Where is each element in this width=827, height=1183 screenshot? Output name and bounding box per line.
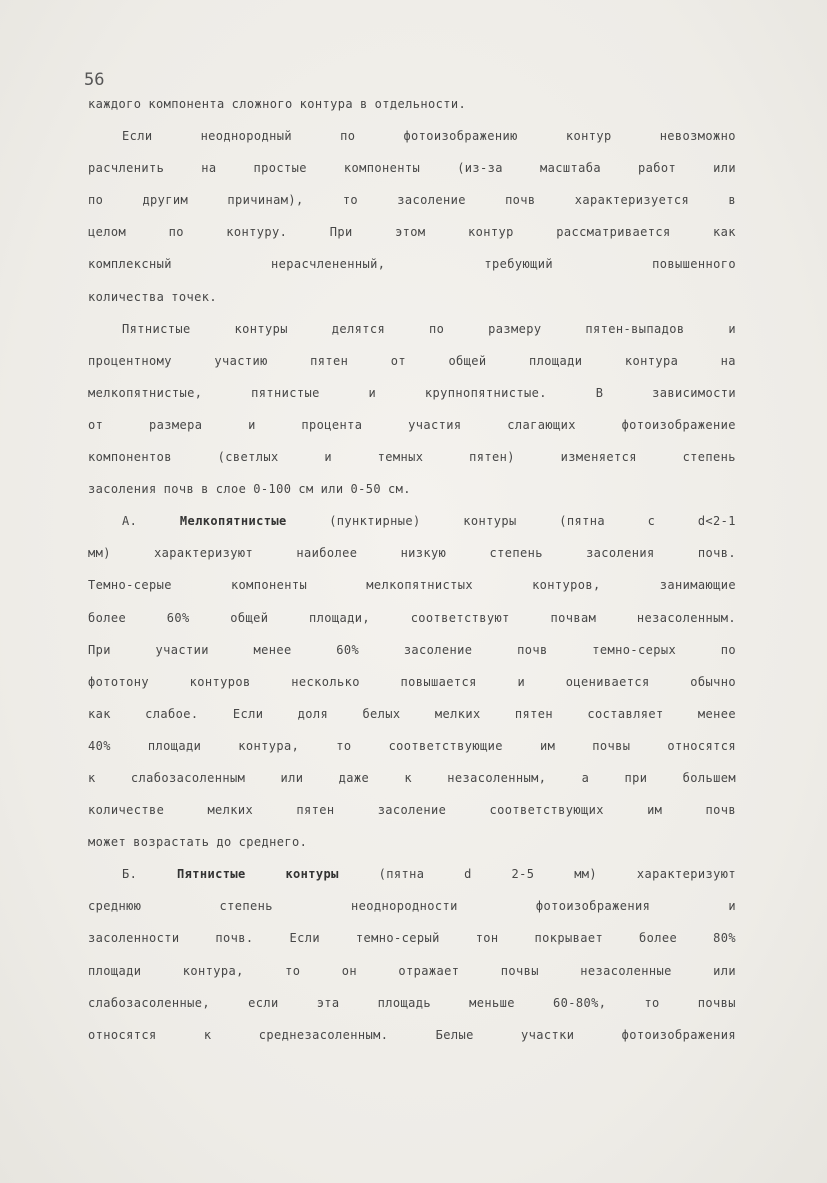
word: по bbox=[340, 129, 356, 144]
word: изменяется bbox=[560, 450, 637, 465]
word: тон bbox=[475, 931, 499, 946]
word: контур bbox=[468, 225, 514, 240]
text-body bbox=[88, 88, 736, 1051]
word: почв bbox=[505, 193, 536, 208]
word: и bbox=[368, 385, 377, 400]
text-line bbox=[88, 409, 736, 441]
word: компонента bbox=[148, 97, 225, 111]
word: почв. bbox=[697, 546, 736, 561]
word: слабозасоленные, bbox=[88, 995, 210, 1010]
word: то bbox=[644, 995, 660, 1010]
word: каждого bbox=[88, 97, 142, 111]
word: 60-80%, bbox=[552, 995, 607, 1010]
word: пятнистые bbox=[251, 385, 320, 400]
word: Если bbox=[122, 129, 153, 144]
word: характеризуют bbox=[154, 546, 254, 561]
word: (пятна bbox=[378, 867, 425, 882]
word: степень bbox=[489, 546, 543, 561]
word: 0-100 bbox=[253, 482, 292, 497]
word: Б. bbox=[122, 867, 138, 882]
word: белых bbox=[362, 706, 401, 721]
word: доля bbox=[297, 706, 329, 721]
text-line bbox=[88, 281, 736, 313]
word: почвы bbox=[697, 995, 736, 1010]
text-line bbox=[88, 634, 736, 666]
word: другим bbox=[142, 193, 189, 208]
word: соответствуют bbox=[410, 610, 510, 625]
text-line bbox=[88, 152, 736, 184]
word: Темно-серые bbox=[88, 578, 172, 593]
word: в bbox=[201, 482, 209, 497]
word: среднезасоленным. bbox=[258, 1027, 389, 1042]
word: обычно bbox=[690, 674, 736, 689]
word: компоненты bbox=[230, 578, 308, 593]
word: процентному bbox=[88, 353, 172, 368]
word: в bbox=[728, 193, 736, 208]
word: этом bbox=[395, 225, 426, 240]
text-line bbox=[88, 184, 736, 216]
word: незасоленные bbox=[580, 963, 672, 978]
text-line bbox=[88, 922, 736, 954]
word: повышается bbox=[400, 674, 477, 689]
word: низкую bbox=[400, 546, 447, 561]
word: контура bbox=[299, 97, 353, 111]
word: покрывает bbox=[534, 931, 604, 946]
word: фотоизображения bbox=[621, 1027, 736, 1042]
word: 0-50 bbox=[350, 482, 381, 497]
word: мм) bbox=[88, 546, 111, 561]
word: почвы bbox=[500, 963, 539, 978]
word: или bbox=[713, 161, 736, 176]
word: или bbox=[280, 770, 304, 785]
word: 60% bbox=[336, 642, 360, 657]
word: (из-за bbox=[457, 161, 503, 176]
word: фотоизображение bbox=[621, 417, 736, 432]
word: количестве bbox=[88, 803, 165, 818]
word: пятен) bbox=[469, 450, 515, 465]
word: слабое. bbox=[145, 706, 199, 721]
text-line bbox=[88, 505, 736, 537]
text-line bbox=[88, 441, 736, 473]
word: засоление bbox=[377, 803, 447, 818]
text-line bbox=[88, 377, 736, 409]
word: Пятнистые bbox=[122, 321, 191, 336]
word: Белые bbox=[435, 1027, 474, 1042]
word: и bbox=[728, 321, 736, 336]
word: на bbox=[201, 161, 217, 176]
word: может bbox=[88, 835, 127, 850]
word: пятен bbox=[296, 803, 335, 818]
word: как bbox=[713, 225, 736, 240]
word: характеризуется bbox=[574, 193, 690, 208]
word: пятен bbox=[310, 353, 349, 368]
word: по bbox=[720, 642, 736, 657]
word: контуру. bbox=[226, 225, 288, 240]
word: слагающих bbox=[507, 417, 576, 432]
word: (пунктирные) bbox=[329, 514, 421, 529]
text-line bbox=[88, 987, 736, 1019]
word: см bbox=[298, 482, 314, 497]
text-line bbox=[88, 955, 736, 987]
word: на bbox=[720, 353, 736, 368]
word: мелких bbox=[434, 706, 481, 721]
word: почв. bbox=[215, 931, 254, 946]
word: размеру bbox=[488, 321, 542, 336]
word: размера bbox=[148, 417, 203, 432]
word: соответствующие bbox=[388, 738, 503, 753]
word: расчленить bbox=[88, 161, 165, 176]
word: причинам), bbox=[227, 193, 304, 208]
word: мм) bbox=[574, 867, 598, 882]
word: пятен bbox=[514, 706, 554, 721]
word: площади bbox=[147, 738, 202, 753]
word: эта bbox=[316, 995, 340, 1010]
word: почвы bbox=[592, 738, 631, 753]
text-line bbox=[88, 120, 736, 152]
word: почвам bbox=[550, 610, 597, 625]
word: незасоленным, bbox=[447, 770, 547, 785]
text-line bbox=[88, 826, 736, 858]
word: а bbox=[581, 770, 590, 785]
word: контура, bbox=[238, 738, 300, 753]
word: он bbox=[341, 963, 357, 978]
word: площади bbox=[88, 963, 142, 978]
word: наиболее bbox=[296, 546, 358, 561]
word: менее bbox=[253, 642, 292, 657]
word: степень bbox=[682, 450, 736, 465]
word: то bbox=[336, 738, 352, 753]
word: контура, bbox=[182, 963, 244, 978]
word: занимающие bbox=[659, 578, 736, 593]
word: до bbox=[216, 835, 232, 850]
word: незасоленным. bbox=[636, 610, 736, 625]
text-line bbox=[88, 794, 736, 826]
word: в bbox=[360, 97, 368, 111]
word: Мелкопятнистые bbox=[179, 514, 287, 529]
text-line bbox=[88, 537, 736, 569]
word: и bbox=[324, 450, 332, 465]
word: требующий bbox=[484, 257, 554, 272]
word: если bbox=[248, 995, 279, 1010]
word: от bbox=[390, 353, 406, 368]
word: 60% bbox=[166, 610, 190, 625]
word: При bbox=[88, 642, 111, 657]
word: При bbox=[329, 225, 353, 240]
word: сложного bbox=[231, 97, 293, 111]
word: общей bbox=[448, 353, 487, 368]
word: к bbox=[203, 1027, 212, 1042]
word: см. bbox=[388, 482, 411, 497]
word: процента bbox=[301, 417, 363, 432]
word: площадь bbox=[377, 995, 432, 1010]
word: мелких bbox=[207, 803, 254, 818]
word: участию bbox=[214, 353, 268, 368]
word: крупнопятнистые. bbox=[424, 385, 547, 400]
text-line bbox=[88, 313, 736, 345]
word: количества bbox=[88, 289, 165, 304]
word: им bbox=[647, 803, 663, 818]
word: контур bbox=[565, 129, 612, 144]
word: зависимости bbox=[652, 385, 736, 400]
word: меньше bbox=[469, 995, 515, 1010]
word: засоления bbox=[88, 482, 157, 497]
word: площади bbox=[529, 353, 583, 368]
word: почв bbox=[517, 642, 548, 657]
word: отражает bbox=[398, 963, 460, 978]
word: делятся bbox=[331, 321, 386, 336]
word: соответствующих bbox=[489, 803, 604, 818]
word: и bbox=[517, 674, 526, 689]
word: составляет bbox=[587, 706, 664, 721]
word: d bbox=[464, 867, 472, 882]
word: масштаба bbox=[539, 161, 601, 176]
text-line bbox=[88, 473, 736, 505]
word: фототону bbox=[88, 674, 149, 689]
word: слое bbox=[215, 482, 247, 497]
word: невозможно bbox=[659, 129, 736, 144]
word: при bbox=[624, 770, 648, 785]
word: компонентов bbox=[88, 450, 172, 465]
word: по bbox=[88, 193, 104, 208]
word: Если bbox=[289, 931, 320, 946]
word: по bbox=[429, 321, 445, 336]
word: контуры bbox=[285, 867, 339, 882]
word: или bbox=[320, 482, 344, 497]
word: несколько bbox=[291, 674, 360, 689]
text-line bbox=[88, 730, 736, 762]
word: как bbox=[88, 706, 111, 721]
word: почв bbox=[705, 803, 736, 818]
word: то bbox=[342, 193, 359, 208]
word: слабозасоленным bbox=[130, 770, 246, 785]
word: среднего. bbox=[238, 835, 308, 850]
text-line bbox=[88, 345, 736, 377]
word: темно-серых bbox=[592, 642, 677, 657]
word: контуров, bbox=[532, 578, 601, 593]
word: степень bbox=[219, 899, 273, 914]
word: по bbox=[168, 225, 184, 240]
word: пятен-выпадов bbox=[585, 321, 685, 336]
word: оценивается bbox=[565, 674, 650, 689]
word: то bbox=[285, 963, 301, 978]
word: мелкопятнистых bbox=[366, 578, 473, 593]
word: Если bbox=[232, 706, 264, 721]
word: менее bbox=[697, 706, 736, 721]
word: более bbox=[88, 610, 127, 625]
word: комплексный bbox=[88, 257, 172, 272]
word: более bbox=[639, 931, 678, 946]
word: с bbox=[647, 514, 656, 529]
page-number: 56 bbox=[84, 70, 105, 90]
word: или bbox=[713, 963, 736, 978]
word: В bbox=[595, 385, 604, 400]
word: большем bbox=[682, 770, 736, 785]
word: контуры bbox=[234, 321, 288, 336]
word: мелкопятнистые, bbox=[88, 385, 203, 400]
word: рассматривается bbox=[556, 225, 671, 240]
word: отдельности. bbox=[374, 97, 467, 111]
word: Пятнистые bbox=[177, 867, 246, 882]
word: 40% bbox=[88, 738, 111, 753]
word: контуров bbox=[189, 674, 251, 689]
text-line bbox=[88, 88, 736, 120]
word: площади, bbox=[309, 610, 371, 625]
word: засоления bbox=[586, 546, 655, 561]
word: участии bbox=[155, 642, 209, 657]
word: засоленности bbox=[88, 931, 180, 946]
text-line bbox=[88, 666, 736, 698]
word: засоление bbox=[403, 642, 473, 657]
word: участия bbox=[408, 417, 462, 432]
word: и bbox=[248, 417, 256, 432]
word: к bbox=[88, 770, 96, 785]
word: простые bbox=[253, 161, 307, 176]
word: темных bbox=[377, 450, 424, 465]
word: нерасчлененный, bbox=[270, 257, 386, 272]
word: контуры bbox=[463, 514, 517, 529]
word: засоление bbox=[397, 193, 466, 208]
text-line bbox=[88, 1019, 736, 1051]
word: от bbox=[88, 417, 104, 432]
word: даже bbox=[338, 770, 370, 785]
word: среднюю bbox=[88, 899, 142, 914]
word: к bbox=[404, 770, 412, 785]
word: неоднородности bbox=[351, 899, 458, 914]
word: участки bbox=[521, 1027, 575, 1042]
text-line bbox=[88, 698, 736, 730]
word: точек. bbox=[171, 289, 217, 304]
word: повышенного bbox=[652, 257, 736, 272]
word: и bbox=[728, 899, 736, 914]
word: почв bbox=[163, 482, 195, 497]
word: работ bbox=[637, 161, 677, 176]
word: относятся bbox=[667, 738, 736, 753]
word: неоднородный bbox=[200, 129, 293, 144]
word: характеризуют bbox=[636, 867, 736, 882]
word: фотоизображения bbox=[535, 899, 651, 914]
word: 80% bbox=[713, 931, 736, 946]
word: (пятна bbox=[559, 514, 605, 529]
text-line bbox=[88, 858, 736, 890]
text-line bbox=[88, 762, 736, 794]
word: d<2-1 bbox=[697, 514, 736, 529]
word: возрастать bbox=[133, 835, 210, 850]
word: относятся bbox=[88, 1027, 157, 1042]
text-line bbox=[88, 602, 736, 634]
word: фотоизображению bbox=[403, 129, 518, 144]
text-line bbox=[88, 569, 736, 601]
word: целом bbox=[88, 225, 127, 240]
text-line bbox=[88, 216, 736, 248]
word: 2-5 bbox=[511, 867, 535, 882]
word: контура bbox=[624, 353, 679, 368]
word: общей bbox=[230, 610, 269, 625]
word: им bbox=[539, 738, 556, 753]
word: компоненты bbox=[343, 161, 421, 176]
text-line bbox=[88, 890, 736, 922]
word: (светлых bbox=[217, 450, 279, 465]
word: темно-серый bbox=[355, 931, 440, 946]
text-line bbox=[88, 248, 736, 280]
word: А. bbox=[122, 514, 138, 529]
